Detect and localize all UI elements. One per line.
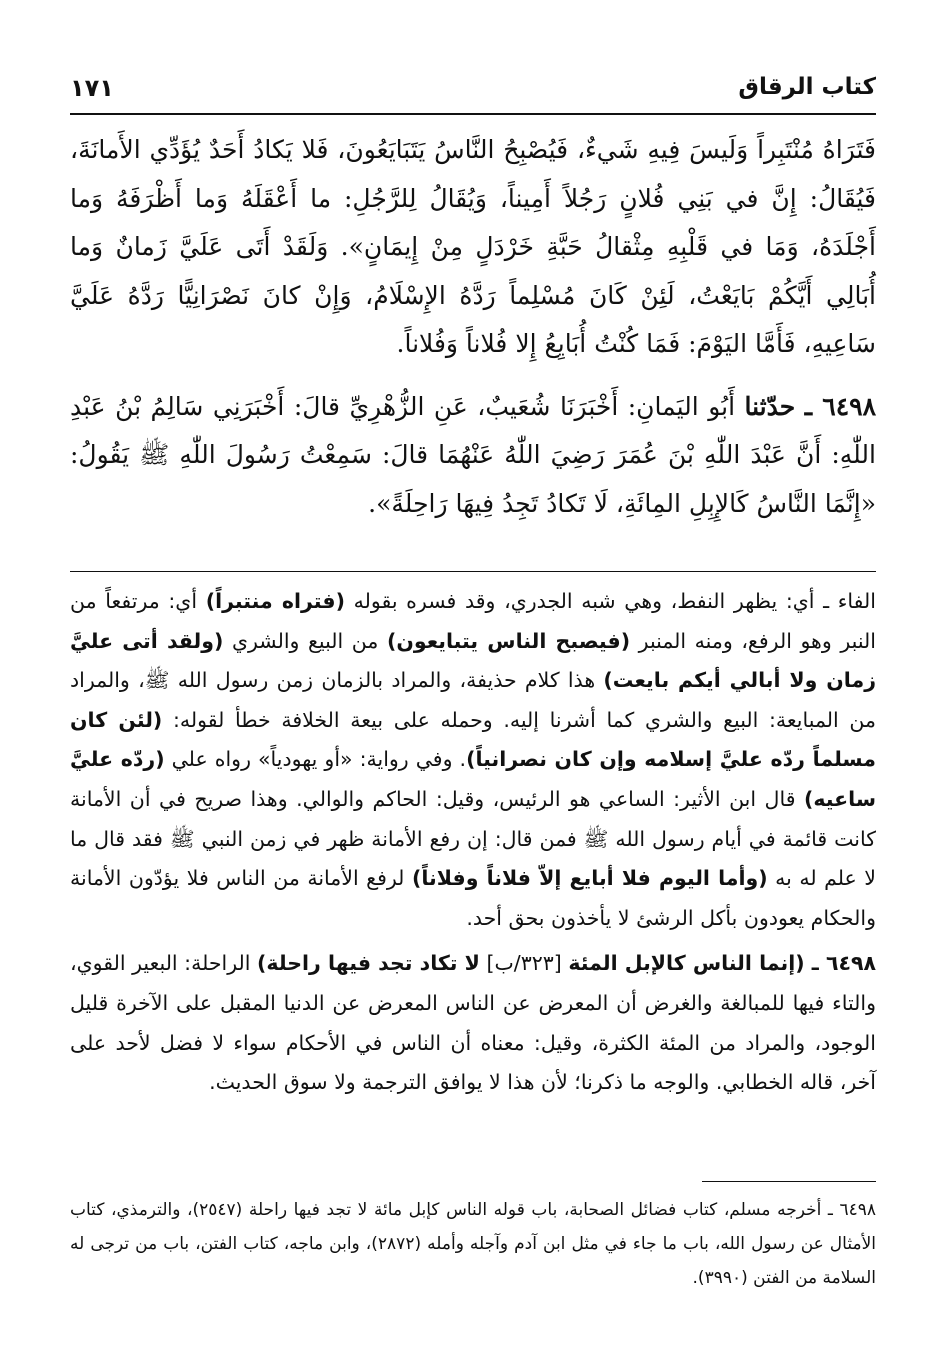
commentary-text: أي: مرتفعاً من النبر وهو الرفع، ومنه المنبر — [70, 589, 876, 653]
commentary-paragraph — [70, 944, 876, 1102]
quoted-phrase: (ردّه عليَّ ساعيه) — [70, 747, 876, 811]
footnotes — [70, 1193, 876, 1295]
hadith-continuation: فَتَرَاهُ مُنْتَبِراً وَلَيسَ فِيهِ شَيءٌ، فَيُصْبِحُ النَّاسُ يَتَبَايَعُونَ، فَلا يَكادُ أَحَدٌ يُؤَدِّي الأَمانَةَ، فَيُقَالُ: إِنَّ في بَنِي فُلانٍ رَجُلاً أَمِيناً، وَيُقَالُ لِلرَّجُلِ: ما أَعْقَلَهُ وَما أَظْرَفَهُ وَما أَجْلَدَهُ، وَمَا في قَلْبِهِ مِثْقالُ حَبَّةِ خَرْدَلٍ مِنْ إِيمَانٍ». وَلَقَدْ أَتَى عَلَيَّ زَمانٌ وَما أُبَالِي أَيَّكُمْ بَايَعْتُ، لَئِنْ كَانَ مُسْلِماً رَدَّهُ الإِسْلَامُ، وَإِنْ كانَ نَصْرَانِيًّا رَدَّهُ عَلَيَّ سَاعِيهِ، فَأَمَّا اليَوْمَ: فَمَا كُنْتُ أُبَايِعُ إِلا فُلاناً وَفُلاناً. — [70, 135, 876, 358]
commentary-text: قال ابن الأثير: الساعي هو الرئيس، وقيل: الحاكم والوالي. وهذا صريح في أن الأمانة كانت قائمة في أيام رسول الله ﷺ فمن قال: إن رفع الأمانة ظهر في زمن النبي ﷺ فقد قال ما لا علم له به — [70, 786, 876, 891]
commentary-text: هذا كلام حذيفة، والمراد بالزمان زمن رسول الله ﷺ، والمراد من المبايعة: البيع والشري كما أشرنا إليه. وحمله على بيعة الخلافة خطأ لقوله: — [70, 668, 876, 732]
page-header — [70, 74, 876, 106]
quoted-phrase: (فيصبح الناس يتبايعون) — [386, 628, 631, 653]
commentary-paragraph — [70, 582, 876, 938]
footnote: ٦٤٩٨ ـ أخرجه مسلم، كتاب فضائل الصحابة، باب قوله الناس كإبل مائة لا تجد فيها راحلة (٢٥٤٧)، والترمذي، كتاب الأمثال عن رسول الله، باب ما جاء في مثل ابن آدم وآجله وأمله (٢٨٧٢)، وابن ماجه، كتاب الفتن، باب من ترجى له السلامة من الفتن (٣٩٩٠). — [70, 1200, 876, 1288]
quoted-phrase: لا تكاد تجد فيها راحلة) — [257, 951, 480, 976]
hadith-number: ٦٤٩٨ ـ — [804, 391, 876, 421]
commentary-text: . وفي رواية: «أو يهودياً» رواه علي — [164, 747, 467, 772]
commentary-text: لرفع الأمانة من الناس فلا يؤدّون الأمانة والحكام يعودون بأكل الرشئ لا يأخذون بحق أحد. — [70, 866, 876, 930]
footnote-separator — [702, 1181, 876, 1182]
quoted-phrase: (وأما اليوم فلا أبايع إلاّ فلاناً وفلاناً) — [411, 866, 768, 891]
manuscript-folio-ref: [٣٢٣/ب] — [479, 951, 569, 976]
quoted-phrase: (ولقد أتى عليَّ زمان ولا أبالي أيكم بايعت) — [70, 628, 876, 693]
hadith-body: أَبُو اليَمانِ: أَخْبَرَنَا شُعَيبٌ، عَنِ الزُّهْرِيِّ قالَ: أَخْبَرَنِي سَالِمُ بْنُ عَبْدِ اللّٰهِ: أَنَّ عَبْدَ اللّٰهِ بْنَ عُمَرَ رَضِيَ اللّٰهُ عَنْهُمَا قالَ: سَمِعْتُ رَسُولَ اللّٰهِ ﷺ يَقُولُ: «إِنَّمَا النَّاسُ كَالإِبِلِ المِائَةِ، لَا تَكادُ تَجِدُ فِيهَا رَاحِلَةً». — [70, 391, 876, 518]
commentary-separator — [70, 571, 876, 572]
hadith-paragraph — [70, 383, 876, 529]
commentary-text: الفاء ـ أي: يظهر النفط، وهي شبه الجدري، وقد فسره بقوله — [344, 589, 876, 613]
header-rule — [70, 113, 876, 115]
quoted-phrase: (فتراه منتبراً) — [205, 589, 345, 613]
commentary-text: من البيع والشري — [223, 628, 387, 653]
hadith-paragraph — [70, 126, 876, 369]
running-title: كتاب الرقاق — [738, 74, 876, 100]
quoted-phrase: ٦٤٩٨ ـ (إنما الناس كالإبل المئة — [568, 951, 877, 976]
commentary — [70, 582, 876, 1103]
hadith-text — [70, 126, 876, 528]
page-number: ١٧١ — [70, 74, 114, 102]
quoted-phrase: (لئن كان مسلماً ردّه عليَّ إسلامه وإن كان نصرانياً) — [70, 707, 876, 772]
narration-label: حدّثنا — [744, 391, 796, 421]
commentary-text: الراحلة: البعير القوي، والتاء فيها للمبالغة والغرض أن المعرض عن الناس المعرض عن الدنيا المقبل على الآخرة قليل الوجود، والمراد من المئة الكثرة، وقيل: معناه أن الناس في الأحكام سواء لا فضل لأحد على آخر، قاله الخطابي. والوجه ما ذكرنا؛ لأن هذا لا يوافق الترجمة ولا سوق الحديث. — [70, 951, 876, 1095]
